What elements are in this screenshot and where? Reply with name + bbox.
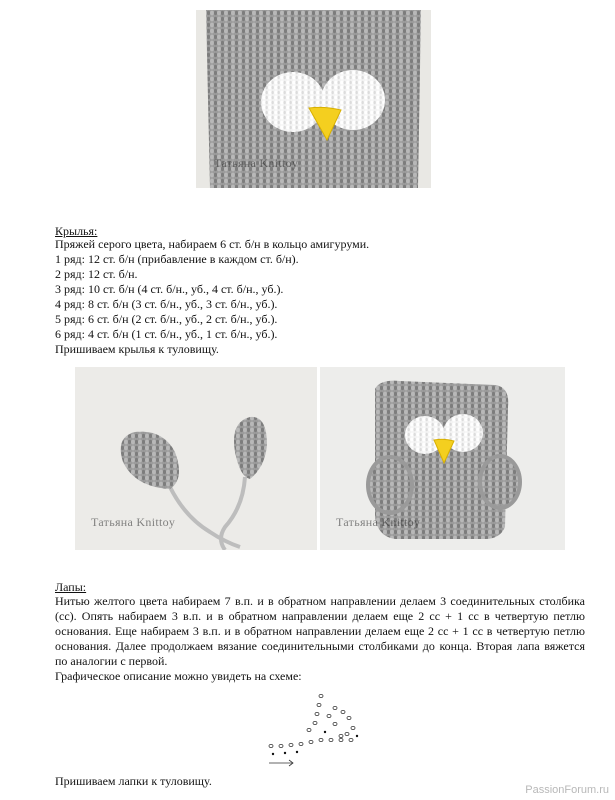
wings-line: Пряжей серого цвета, набираем 6 ст. б/н в кольцо амигуруми. (55, 237, 370, 251)
wings-line: 6 ряд: 4 ст. б/н (1 ст. б/н., уб., 1 ст. б/н., уб.). (55, 327, 278, 341)
wings-line: 4 ряд: 8 ст. б/н (3 ст. б/н., уб., 3 ст. б/н., уб.). (55, 297, 278, 311)
photo-watermark: Татьяна Knittoy (91, 515, 176, 529)
wings-photo (75, 367, 317, 550)
wings-line: 5 ряд: 6 ст. б/н (2 ст. б/н., уб., 2 ст. б/н., уб.). (55, 312, 278, 326)
legs-instructions: Нитью желтого цвета набираем 7 в.п. и в обратном направлении делаем 3 соединительных столбика (сс). Опять набираем 3 в.п. и в обратном направлении делаем еще 2 сс + 1 сс в четвертую петлю основания. Еще набираем 3 в.п. и в обратном направлении делаем еще 2 сс + 1 сс в четвертую петлю основания. Далее продолжаем вязание соединительными столбиками до конца. Вторая лапа вяжется по аналогии с первой. (55, 594, 585, 668)
crochet-scheme (265, 690, 365, 770)
site-watermark: PassionForum.ru (525, 784, 609, 796)
closing-line: Пришиваем лапки к туловищу. (55, 774, 212, 788)
scheme-caption: Графическое описание можно увидеть на схеме: (55, 669, 302, 683)
legs-heading: Лапы: (55, 580, 87, 594)
wings-line: Пришиваем крылья к туловищу. (55, 342, 219, 356)
wings-heading: Крылья: (55, 224, 98, 238)
wings-line: 3 ряд: 10 ст. б/н (4 ст. б/н., уб., 4 ст. б/н., уб.). (55, 282, 284, 296)
wings-line: 2 ряд: 12 ст. б/н. (55, 267, 138, 281)
crochet-scheme-diagram (265, 690, 365, 770)
photo-watermark: Татьяна Knittoy (214, 156, 299, 170)
photo-watermark: Татьяна Knittoy (336, 515, 421, 529)
wings-line: 1 ряд: 12 ст. б/н (прибавление в каждом ст. б/н). (55, 252, 299, 266)
owl-body-photo (196, 10, 431, 188)
owl-with-wings-photo (320, 367, 565, 550)
